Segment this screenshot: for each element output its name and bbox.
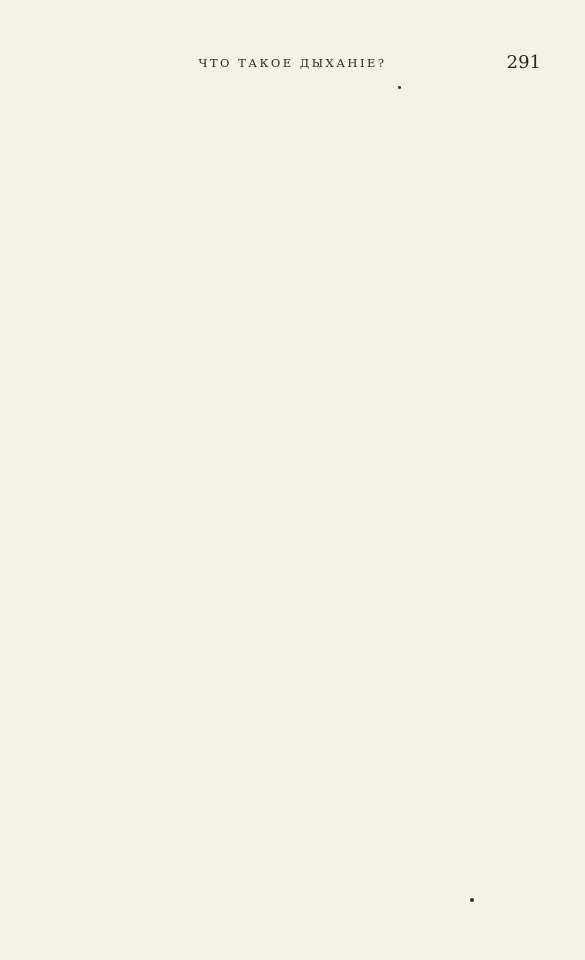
running-title: ЧТО ТАКОЕ ДЫХАНІЕ? <box>198 56 387 70</box>
page-number: 291 <box>506 52 541 73</box>
page-header <box>0 52 585 74</box>
ink-speck <box>398 86 401 89</box>
ink-speck <box>470 898 474 902</box>
